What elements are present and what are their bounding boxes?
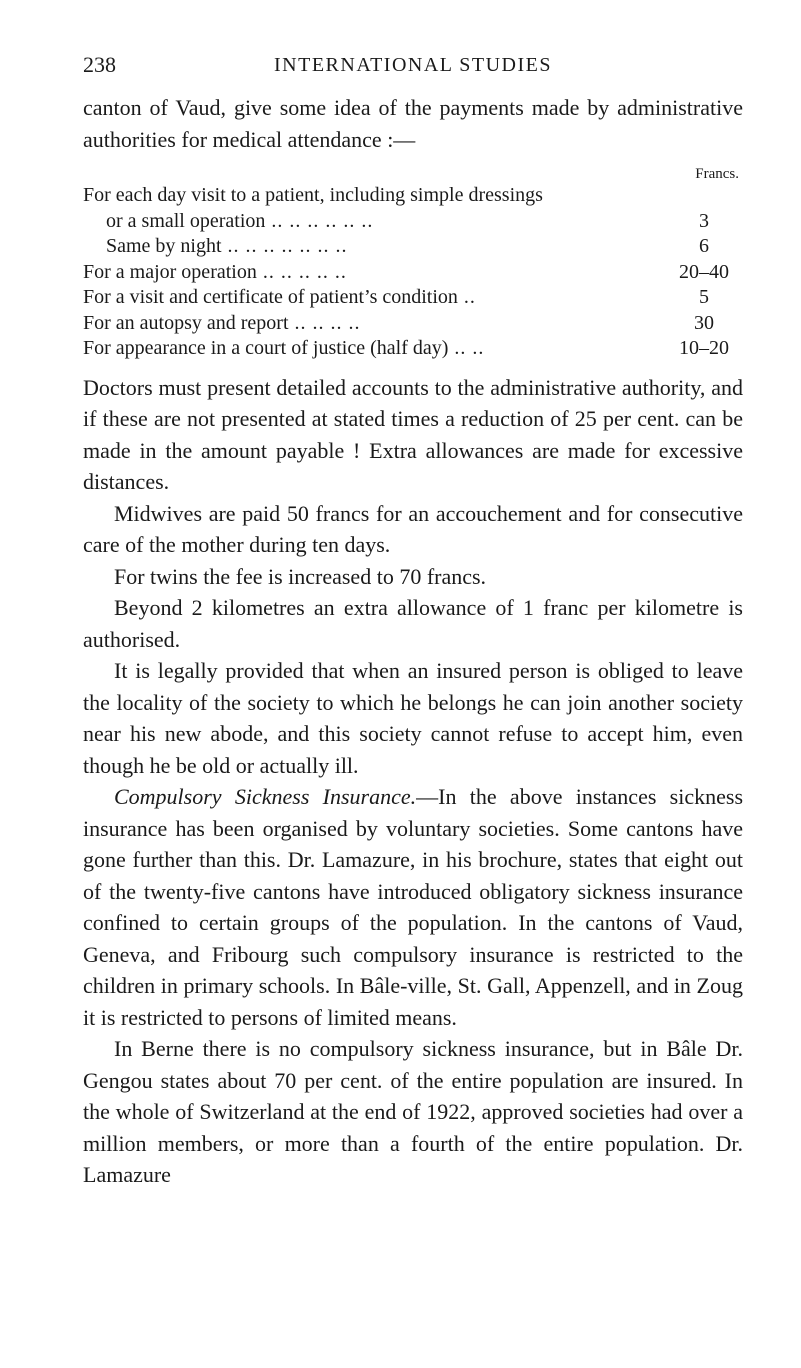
paragraph-distance: Beyond 2 kilometres an extra allowance of 1 franc per kilometre is authorised. (83, 595, 743, 652)
fee-row (83, 336, 743, 362)
body-text (83, 92, 743, 1191)
fee-amount: 20–40 (679, 260, 729, 283)
running-title: INTERNATIONAL STUDIES (274, 54, 552, 76)
paragraph-midwives: Midwives are paid 50 francs for an accouchement and for consecutive care of the mother during ten days. (83, 500, 743, 557)
fee-row (83, 260, 743, 286)
dot-leader: .. (457, 286, 476, 308)
fee-description (83, 311, 665, 337)
fee-description (83, 285, 665, 311)
fee-description-text: or a small operation (106, 209, 266, 232)
dot-leader: .. .. .. .. .. .. .. (221, 235, 348, 257)
fee-amount: 5 (699, 286, 709, 308)
fee-amount: 6 (699, 235, 709, 257)
paragraph-accounts: Doctors must present detailed accounts to the administrative authority, and if these are not presented at stated times a reduction of 25 per cent. can be made in the amount payable ! Extra allowances are made for excessive distances. (83, 374, 743, 494)
fee-description (83, 234, 665, 260)
fee-description (83, 209, 665, 235)
dot-leader: .. .. .. .. (288, 311, 361, 334)
fee-description-text: For a major operation (83, 260, 257, 283)
fee-description-text: For an autopsy and report (83, 311, 289, 334)
paragraph-twins: For twins the fee is increased to 70 francs. (114, 563, 487, 589)
fee-row (83, 209, 743, 235)
dot-leader: .. .. (448, 337, 485, 359)
dot-leader: .. .. .. .. .. .. (265, 209, 374, 232)
fee-description: For each day visit to a patient, including simple dressings (83, 184, 543, 206)
page-number: 238 (83, 52, 116, 77)
paragraph-berne: In Berne there is no compulsory sickness insurance, but in Bâle Dr. Gengou states about 70 per cent. of the entire population are insured. In the whole of Switzerland at the end of 1922, approved societies had over a million members, or more than a fourth of the entire population. Dr. Lamazure (83, 1036, 743, 1187)
section-heading: Compulsory Sickness Insurance. (114, 784, 417, 809)
running-head (83, 52, 743, 82)
paragraph-compulsory-insurance (83, 781, 743, 1033)
fee-row (83, 285, 743, 311)
fee-amount: 3 (699, 209, 709, 232)
fee-amount: 10–20 (679, 337, 729, 359)
fee-row (83, 234, 743, 260)
fee-description (83, 260, 665, 286)
fee-description (83, 336, 665, 362)
section-body: —In the above instances sickness insurance has been organised by voluntary societies. Some cantons have gone further than this. Dr. Lamazure, in his brochure, states that eight out of the twenty-five cantons have introduced obligatory sickness insurance confined to certain groups of the population. In the cantons of Vaud, Geneva, and Fribourg such compulsory insurance is restricted to the children in primary schools. In Bâle-ville, St. Gall, Appenzell, and in Zoug it is restricted to persons of limited means. (83, 784, 744, 1030)
paragraph-transfer: It is legally provided that when an insured person is obliged to leave the locality of the society to which he belongs he can join another society near his new abode, and this society cannot refuse to accept him, even though he be old or actually ill. (83, 658, 743, 778)
fee-row (83, 311, 743, 337)
fee-description-text: For appearance in a court of justice (half day) (83, 337, 449, 359)
fee-amount: 30 (694, 311, 714, 334)
fee-table (83, 165, 743, 362)
fee-row (83, 183, 743, 209)
intro-paragraph: canton of Vaud, give some idea of the payments made by administrative authorities for medical attendance :— (83, 95, 743, 152)
units-label: Francs. (695, 166, 739, 182)
fee-description-text: For a visit and certificate of patient’s condition (83, 286, 458, 308)
dot-leader: .. .. .. .. .. (256, 260, 347, 283)
fee-description-text: Same by night (106, 235, 222, 257)
